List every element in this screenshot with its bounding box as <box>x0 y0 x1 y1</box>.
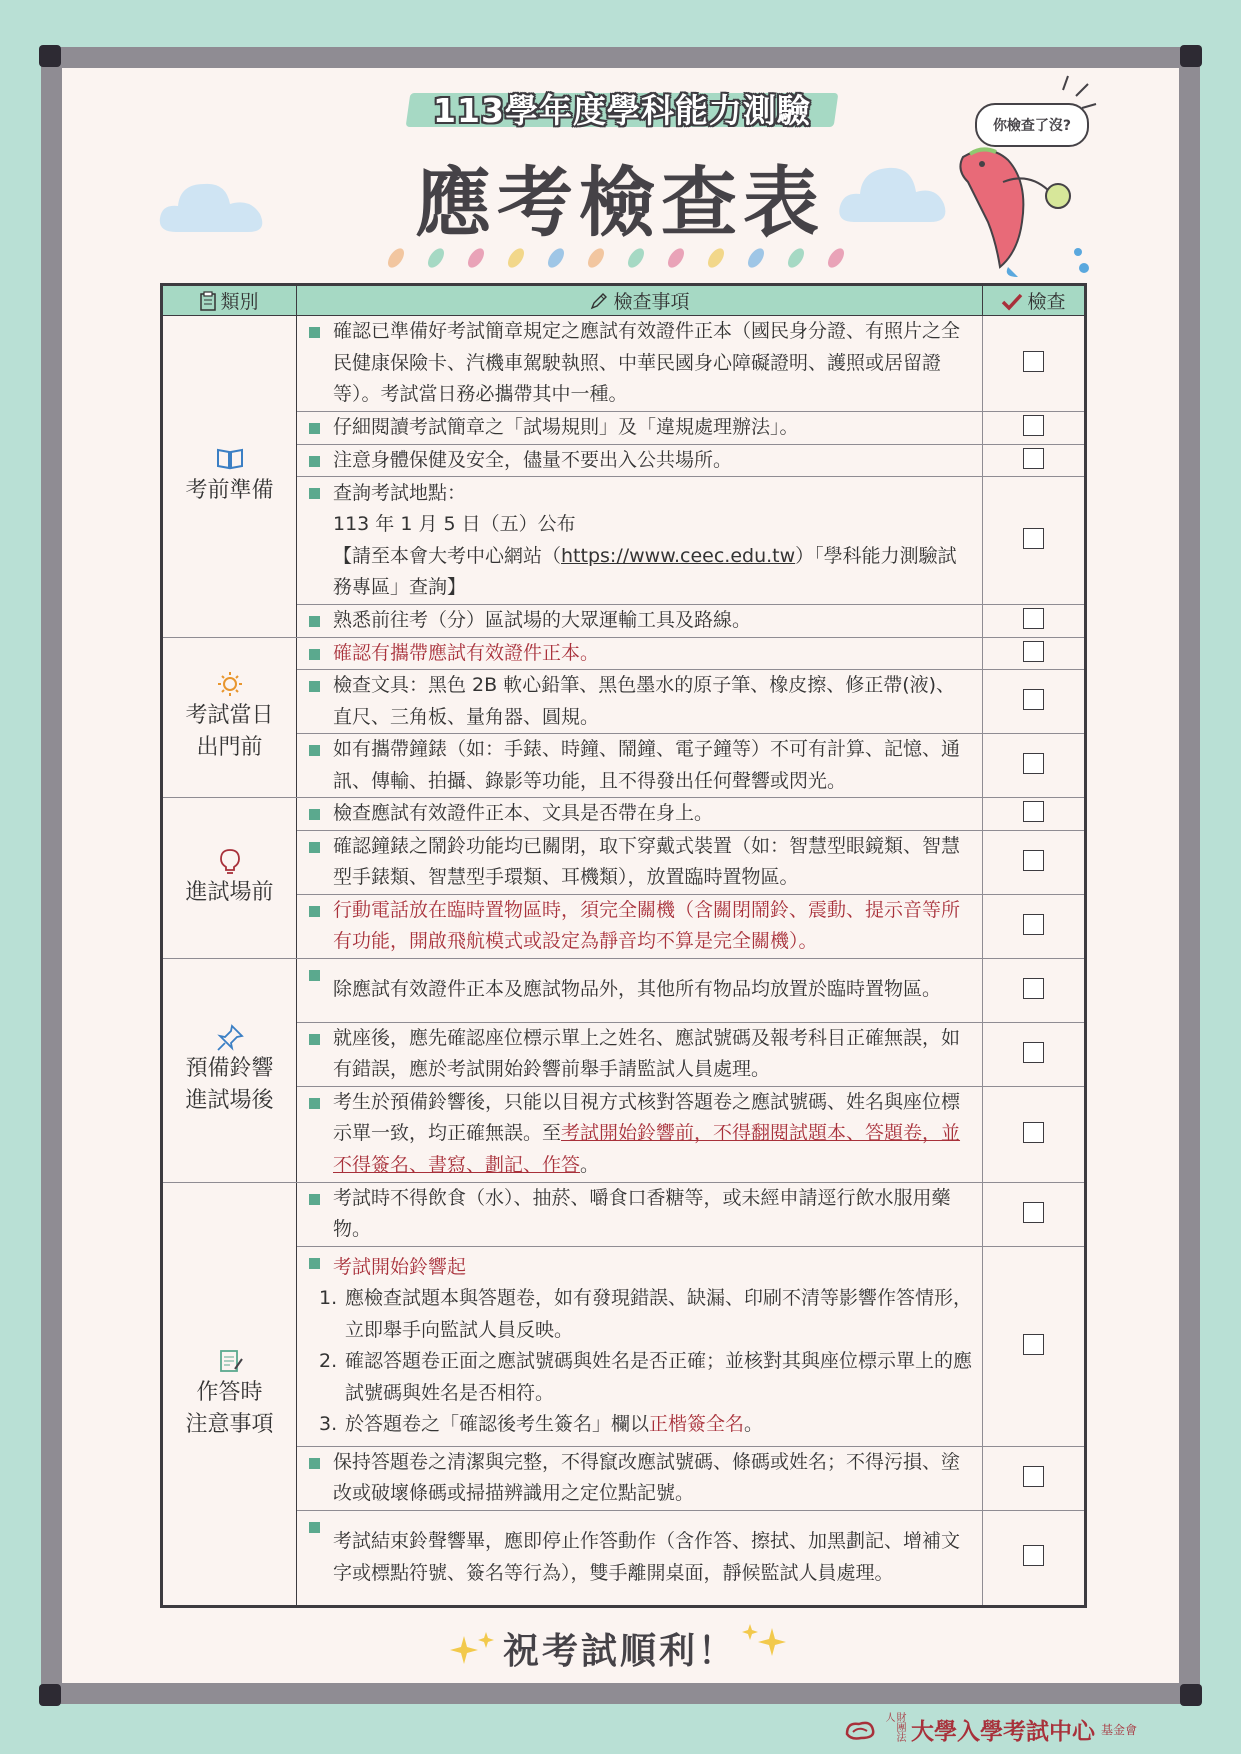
clipboard-icon <box>200 291 216 311</box>
checklist-item: 查詢考試地點： 113 年 1 月 5 日（五）公布 【請至本會大考中心網站（https://www.ceec.edu.tw）「學科能力測驗試務專區」查詢】 <box>297 477 983 605</box>
checklist-item: 熟悉前往考（分）區試場的大眾運輸工具及路線。 <box>297 605 983 638</box>
table-row <box>162 1086 1086 1182</box>
leaf-decoration-icon <box>384 244 854 272</box>
checkbox-cell <box>983 894 1086 958</box>
table-row <box>162 1246 1086 1446</box>
category-cell <box>162 637 297 798</box>
org-name: 大學入學考試中心 <box>911 1717 1095 1745</box>
checkbox-cell <box>983 1086 1086 1182</box>
checkbox-cell <box>983 798 1086 831</box>
checkbox-cell <box>983 958 1086 1022</box>
table-row <box>162 958 1086 1022</box>
checkbox-cell <box>983 830 1086 894</box>
checklist-item: 檢查文具：黑色 2B 軟心鉛筆、黑色墨水的原子筆、橡皮擦、修正帶(液)、直尺、三角板、量角器、圓規。 <box>297 670 983 734</box>
checklist-item: 除應試有效證件正本及應試物品外，其他所有物品均放置於臨時置物區。 <box>297 958 983 1022</box>
checkbox[interactable] <box>1023 1202 1044 1223</box>
board-corner <box>39 45 61 67</box>
checkbox[interactable] <box>1023 850 1044 871</box>
category-label: 進試場後 <box>185 1088 274 1113</box>
page-title: 應考檢查表 <box>415 158 825 247</box>
sub-list <box>319 1283 974 1441</box>
checkbox[interactable] <box>1023 1466 1044 1487</box>
checkbox-cell <box>983 1510 1086 1606</box>
checkbox[interactable] <box>1023 1334 1044 1355</box>
website-link[interactable]: https://www.ceec.edu.tw <box>561 544 796 567</box>
org-suffix: 基金會 <box>1101 1722 1138 1737</box>
table-row <box>162 670 1086 734</box>
checklist-table <box>160 283 1087 1608</box>
checkmark-icon <box>1001 293 1023 311</box>
checkbox-cell <box>983 412 1086 445</box>
checkbox-cell <box>983 1246 1086 1446</box>
checklist-item: 考試開始鈴響起 1. 應檢查試題本與答題卷，如有發現錯誤、缺漏、印刷不清等影響作答情形，立即舉手向監試人員反映。 2. 確認答題卷正面之應試號碼與姓名是否正確；並核對其與座位標示單上的應試號碼與姓名是否相符。 3. 於答題卷之「確認後考生簽名」欄以正楷簽全名。 <box>297 1246 983 1446</box>
checkbox[interactable] <box>1023 641 1044 662</box>
category-cell <box>162 798 297 959</box>
category-cell <box>162 958 297 1182</box>
board-corner <box>1180 45 1202 67</box>
sun-icon <box>215 670 245 698</box>
header-items-label: 檢查事項 <box>613 291 690 313</box>
checkbox[interactable] <box>1023 608 1044 629</box>
checkbox-cell <box>983 605 1086 638</box>
checkbox[interactable] <box>1023 528 1044 549</box>
lightbulb-icon <box>215 847 245 875</box>
table-header-row <box>162 285 1086 316</box>
checkbox[interactable] <box>1023 351 1044 372</box>
checklist-item: 考試時不得飲食（水）、抽菸、嚼食口香糖等，或未經申請逕行飲水服用藥物。 <box>297 1182 983 1246</box>
header-category <box>162 285 297 316</box>
checkbox-cell <box>983 637 1086 670</box>
table-row <box>162 477 1086 605</box>
category-cell <box>162 316 297 638</box>
header-check-label: 檢查 <box>1027 291 1066 313</box>
checkbox-cell <box>983 734 1086 798</box>
list-item: 1. 應檢查試題本與答題卷，如有發現錯誤、缺漏、印刷不清等影響作答情形，立即舉手向監試人員反映。 <box>319 1287 973 1341</box>
checkbox[interactable] <box>1023 753 1044 774</box>
checkbox[interactable] <box>1023 1122 1044 1143</box>
table-row <box>162 1182 1086 1246</box>
table-row <box>162 798 1086 831</box>
list-item: 3. 於答題卷之「確認後考生簽名」欄以正楷簽全名。 <box>319 1413 764 1435</box>
checklist-item: 仔細閱讀考試簡章之「試場規則」及「違規處理辦法」。 <box>297 412 983 445</box>
subtitle: 113學年度學科能力測驗 <box>433 90 811 130</box>
category-label: 考試當日 <box>185 703 274 729</box>
table-row <box>162 1510 1086 1606</box>
checkbox-cell <box>983 444 1086 477</box>
organization-logo <box>843 1712 1193 1746</box>
category-label: 注意事項 <box>185 1411 274 1437</box>
checklist-item: 檢查應試有效證件正本、文具是否帶在身上。 <box>297 798 983 831</box>
checklist-item: 考生於預備鈴響後，只能以目視方式核對答題卷之應試號碼、姓名與座位標示單一致，均正確無誤。至考試開始鈴響前，不得翻閱試題本、答題卷，並不得簽名、書寫、劃記、作答。 <box>297 1086 983 1182</box>
checklist-item: 確認已準備好考試簡章規定之應試有效證件正本（國民身分證、有照片之全民健康保險卡、汽機車駕駛執照、中華民國身心障礙證明、護照或居留證等）。考試當日務必攜帶其中一種。 <box>297 316 983 412</box>
table-row <box>162 734 1086 798</box>
checkbox[interactable] <box>1023 801 1044 822</box>
header-check <box>983 285 1086 316</box>
table-row <box>162 830 1086 894</box>
checkbox[interactable] <box>1023 1042 1044 1063</box>
table-row <box>162 412 1086 445</box>
checklist-item: 如有攜帶鐘錶（如：手錶、時鐘、鬧鐘、電子鐘等）不可有計算、記憶、通訊、傳輸、拍攝、錄影等功能，且不得發出任何聲響或閃光。 <box>297 734 983 798</box>
subtitle-banner <box>408 83 836 133</box>
cloud-left-icon <box>156 170 271 240</box>
checkbox[interactable] <box>1023 978 1044 999</box>
checkbox-cell <box>983 670 1086 734</box>
table-row <box>162 444 1086 477</box>
checklist-item: 保持答題卷之清潔與完整，不得竄改應試號碼、條碼或姓名；不得污損、塗改或破壞條碼或掃描辨識用之定位點記號。 <box>297 1446 983 1510</box>
checkbox[interactable] <box>1023 1545 1044 1566</box>
checkbox-cell <box>983 1022 1086 1086</box>
table-row <box>162 1022 1086 1086</box>
table-row <box>162 894 1086 958</box>
checkbox[interactable] <box>1023 415 1044 436</box>
book-icon <box>215 445 245 473</box>
checklist-item: 行動電話放在臨時置物區時，須完全關機（含關閉鬧鈴、震動、提示音等所有功能，開啟飛航模式或設定為靜音均不算是完全關機）。 <box>297 894 983 958</box>
header-items <box>297 285 983 316</box>
notepad-icon <box>215 1347 245 1375</box>
checklist-item: 就座後，應先確認座位標示單上之姓名、應試號碼及報考科目正確無誤，如有錯誤，應於考試開始鈴響前舉手請監試人員處理。 <box>297 1022 983 1086</box>
pencil-icon <box>589 291 609 311</box>
checkbox[interactable] <box>1023 914 1044 935</box>
category-label: 進試場前 <box>185 879 274 905</box>
category-label: 出門前 <box>196 735 263 761</box>
cloud-right-icon <box>836 150 951 230</box>
category-label: 作答時 <box>196 1379 263 1405</box>
checklist-item: 確認有攜帶應試有效證件正本。 <box>297 637 983 670</box>
checkbox-cell <box>983 316 1086 412</box>
checklist-item: 確認鐘錶之鬧鈴功能均已關閉，取下穿戴式裝置（如：智慧型眼鏡類、智慧型手錶類、智慧型手環類、耳機類），放置臨時置物區。 <box>297 830 983 894</box>
category-label: 考前準備 <box>185 478 274 504</box>
category-cell <box>162 1182 297 1606</box>
checkbox-cell <box>983 1446 1086 1510</box>
checklist-item: 考試結束鈴聲響畢，應即停止作答動作（含作答、擦拭、加黑劃記、增補文字或標點符號、簽名等行為），雙手離開桌面，靜候監試人員處理。 <box>297 1510 983 1606</box>
sparkle-right-icon <box>742 1622 792 1664</box>
category-label: 預備鈴響 <box>185 1056 274 1081</box>
ceec-logo-icon <box>843 1716 877 1742</box>
header-category-label: 類別 <box>220 291 259 313</box>
speech-bubble: 你檢查了沒? <box>975 103 1089 147</box>
dolphin-mascot-icon <box>948 62 1098 282</box>
list-item: 2. 確認答題卷正面之應試號碼與姓名是否正確；並核對其與座位標示單上的應試號碼與姓名是否相符。 <box>319 1350 973 1404</box>
checkbox-cell <box>983 477 1086 605</box>
board-corner <box>1180 1684 1202 1706</box>
pin-icon <box>215 1023 245 1051</box>
checkbox[interactable] <box>1023 689 1044 710</box>
table-row <box>162 1446 1086 1510</box>
table-row <box>162 637 1086 670</box>
org-prefix: 財團法人 <box>883 1712 905 1742</box>
table-row <box>162 316 1086 412</box>
good-luck-message: 祝考試順利！ <box>502 1631 737 1672</box>
checklist-item: 注意身體保健及安全，儘量不要出入公共場所。 <box>297 444 983 477</box>
checkbox[interactable] <box>1023 448 1044 469</box>
board-corner <box>39 1684 61 1706</box>
table-row <box>162 605 1086 638</box>
checkbox-cell <box>983 1182 1086 1246</box>
